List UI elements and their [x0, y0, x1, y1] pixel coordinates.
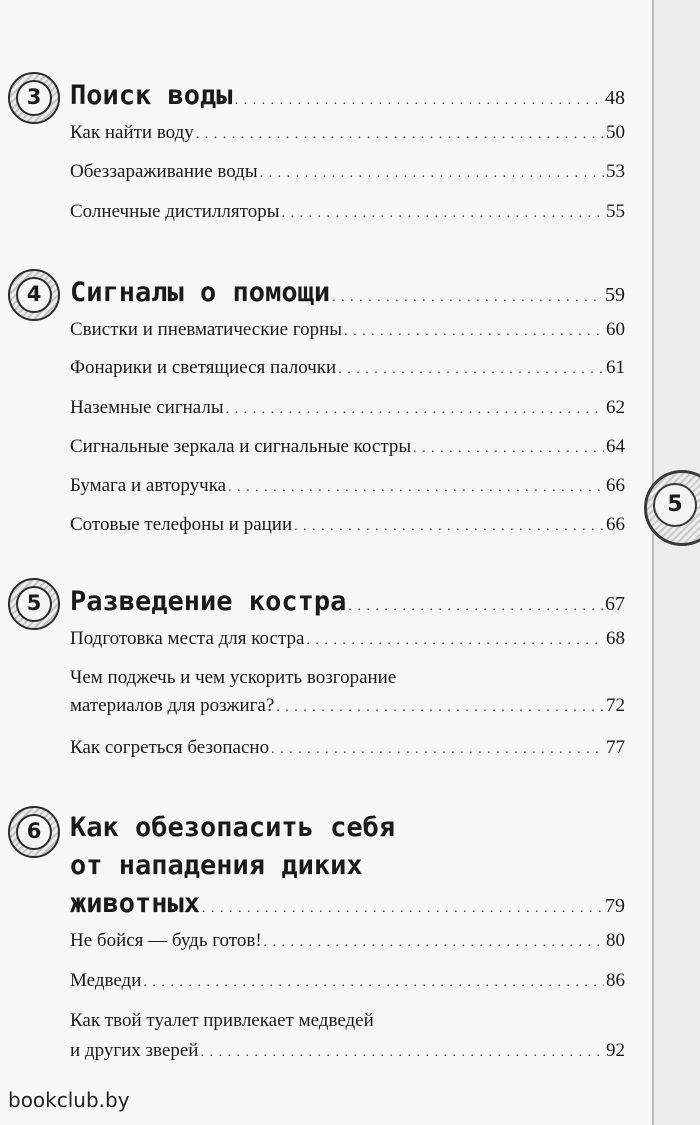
- page-number: 55: [606, 201, 625, 222]
- dot-leader: [226, 402, 604, 418]
- chapter-title-line: Как обезопасить себя: [70, 812, 396, 843]
- dot-leader: [344, 324, 604, 340]
- page-number: 92: [606, 1040, 625, 1061]
- dot-leader: [143, 975, 604, 991]
- chapter-title: Поиск воды: [70, 80, 233, 111]
- chapter-title-line: от нападения диких: [70, 850, 363, 881]
- entry-title: Фонарики и светящиеся палочки: [70, 357, 337, 378]
- page-number: 77: [606, 737, 625, 758]
- dot-leader: [413, 441, 604, 457]
- page-number: 50: [606, 122, 625, 143]
- dot-leader: [228, 480, 604, 496]
- chapter-number-badge: [8, 578, 60, 630]
- page-number: 60: [606, 319, 625, 340]
- toc-entry[interactable]: [70, 201, 625, 223]
- page-number: 48: [605, 87, 625, 109]
- chapter-number: 3: [16, 80, 52, 116]
- dot-leader: [271, 742, 604, 758]
- toc-entry[interactable]: [70, 397, 625, 419]
- page-number: 79: [605, 895, 625, 917]
- toc-entry[interactable]: [70, 514, 625, 536]
- dot-leader: [306, 633, 604, 649]
- entry-title: и других зверей: [70, 1040, 199, 1061]
- toc-entry[interactable]: [70, 475, 625, 497]
- entry-title: Как найти воду: [70, 122, 194, 143]
- toc-entry[interactable]: [70, 436, 625, 458]
- chapter-title: животных: [70, 888, 201, 919]
- page-number: 59: [605, 284, 625, 306]
- page-number: 64: [606, 436, 625, 457]
- dot-leader: [264, 935, 604, 951]
- toc-entry[interactable]: [70, 319, 625, 341]
- adjacent-page-edge: [654, 0, 700, 1125]
- toc-entry[interactable]: [70, 628, 625, 650]
- dot-leader: [202, 901, 603, 917]
- toc-entry[interactable]: [70, 122, 625, 144]
- page-number: 61: [606, 357, 625, 378]
- entry-title: Свистки и пневматические горны: [70, 319, 343, 340]
- chapter-heading[interactable]: [70, 586, 625, 617]
- toc-entry[interactable]: [70, 970, 625, 992]
- page-number: 62: [606, 397, 625, 418]
- entry-title: Сигнальные зеркала и сигнальные костры: [70, 436, 412, 457]
- entry-title: Подготовка места для костра: [70, 628, 305, 649]
- dot-leader: [281, 206, 604, 222]
- toc-entry[interactable]: [70, 930, 625, 952]
- toc-entry[interactable]: [70, 161, 625, 183]
- page-number: 68: [606, 628, 625, 649]
- toc-entry[interactable]: [70, 357, 625, 379]
- entry-title-line: Как твой туалет привлекает медведей: [70, 1010, 374, 1031]
- page-number: 80: [606, 930, 625, 951]
- chapter-title: Сигналы о помощи: [70, 277, 331, 308]
- page-number: 67: [605, 593, 625, 615]
- entry-title-line: Чем поджечь и чем ускорить возгорание: [70, 667, 397, 688]
- entry-title: Солнечные дистилляторы: [70, 201, 280, 222]
- chapter-number: 6: [16, 814, 52, 850]
- entry-title: Как согреться безопасно: [70, 737, 270, 758]
- toc-entry[interactable]: [70, 695, 625, 717]
- chapter-heading[interactable]: [70, 80, 625, 111]
- toc-entry[interactable]: [70, 737, 625, 759]
- entry-title: Обеззараживание воды: [70, 161, 258, 182]
- dot-leader: [338, 362, 604, 378]
- dot-leader: [260, 166, 604, 182]
- chapter-heading[interactable]: [70, 277, 625, 308]
- chapter-number: 5: [16, 586, 52, 622]
- page-number: 86: [606, 970, 625, 991]
- watermark: bookclub.by: [8, 1088, 130, 1112]
- entry-title: Бумага и авторучка: [70, 475, 227, 496]
- chapter-number-badge: [8, 806, 60, 858]
- dot-leader: [276, 700, 604, 716]
- dot-leader: [332, 290, 603, 306]
- page-number: 66: [606, 475, 625, 496]
- toc-entry[interactable]: [70, 1040, 625, 1062]
- section-tab-number: 5: [653, 483, 697, 527]
- chapter-heading[interactable]: [70, 888, 625, 919]
- chapter-number-badge: [8, 72, 60, 124]
- dot-leader: [348, 599, 603, 615]
- entry-title: Медведи: [70, 970, 142, 991]
- page-number: 53: [606, 161, 625, 182]
- entry-title: Наземные сигналы: [70, 397, 224, 418]
- entry-title: материалов для розжига?: [70, 695, 275, 716]
- entry-title: Сотовые телефоны и рации: [70, 514, 293, 535]
- page-number: 72: [606, 695, 625, 716]
- chapter-title: Разведение костра: [70, 586, 347, 617]
- chapter-number: 4: [16, 277, 52, 313]
- dot-leader: [294, 519, 604, 535]
- dot-leader: [200, 1045, 604, 1061]
- page-number: 66: [606, 514, 625, 535]
- chapter-number-badge: [8, 269, 60, 321]
- dot-leader: [235, 93, 603, 109]
- entry-title: Не бойся — будь готов!: [70, 930, 262, 951]
- dot-leader: [196, 127, 604, 143]
